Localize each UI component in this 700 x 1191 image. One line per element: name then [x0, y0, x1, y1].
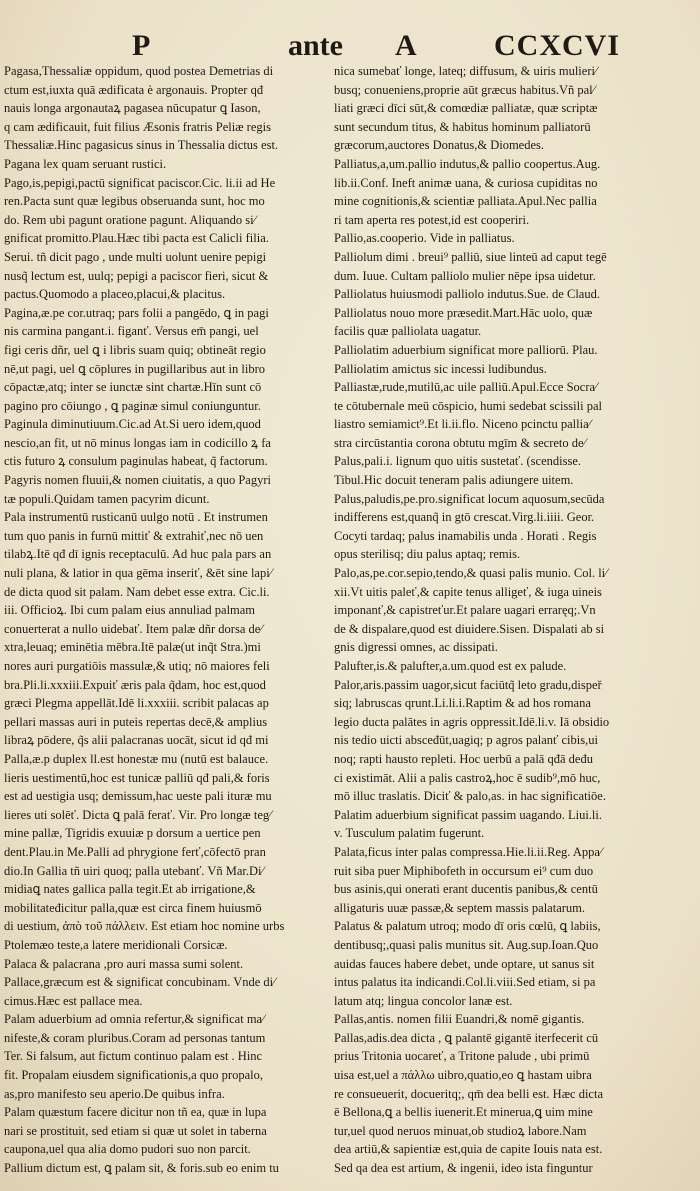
text-line: Pallium dictum est, ꝗ palam sit, & foris.sub eo enim tu	[4, 1161, 279, 1176]
text-line: nuli plana, & latior in qua gēma inseriť, &ēt sine lapi⁄	[4, 566, 272, 581]
text-line: indifferens est,quanq̃ in gtō crescat.Virg.li.iiii. Geor.	[334, 510, 595, 525]
header-right-letter: A	[395, 29, 417, 62]
text-line: Palliolatus nouo more præsedit.Mart.Hāc uolo, quæ	[334, 305, 593, 320]
text-line: Palus,paludis,pe.pro.significat locum aquosum,secūda	[334, 491, 605, 506]
text-line: Palatus & palatum utroq; modo dī oris cœlū, ꝗ labiis,	[334, 919, 601, 934]
text-line: Palatim aduerbium significat passim uagando. Liui.li.	[334, 807, 603, 822]
running-header	[0, 26, 700, 66]
text-line: Thessaliæ.Hinc pagasicus sinus in Thessalia dictus est.	[4, 138, 279, 153]
text-line: bus asinis,qui onerati erant ducentis panibus,& centū	[334, 882, 598, 897]
text-line: dea artiū,& sapientiæ est,quia de capite Iouis nata est.	[334, 1142, 603, 1157]
text-line: Sed qa dea est artium, & ingenii, ideo ista finguntur	[334, 1161, 593, 1176]
text-line: as,pro manifesto seu aperio.De quibus infra.	[4, 1086, 225, 1101]
text-line: Pago,is,pepigi,pactū significat paciscor.Cic. li.ii ad He	[4, 175, 276, 190]
text-line: Pallas,adis.dea dicta , ꝗ palantē gigantē iterfecerit cū	[334, 1030, 599, 1045]
text-line: nores auri purgatiōis massulæ,& utiq; nō maiores feli	[4, 659, 270, 673]
text-line: dentibusq;,quasi palis munitus sit. Aug.sup.Ioan.Quo	[334, 937, 599, 952]
text-line: Palo,as,pe.cor.sepio,tendo,& quasi palis munio. Col. li⁄	[334, 566, 608, 581]
text-line: ri tam aperta res potest,id est cooperiri.	[334, 212, 530, 227]
text-line: Palliolatim aduerbium significat more palliorū. Plau.	[334, 342, 598, 357]
text-line: græci Plegma appellāt.Idē li.xxxiii. scribit palacas ap	[4, 696, 269, 711]
text-line: Palufter,is.& palufter,a.um.quod est ex palude.	[334, 659, 567, 673]
text-line: Serui. tñ dicit pago , unde multi uolunt uenire pepigi	[4, 249, 267, 264]
text-line: xii.Vt uitis paleť,& capite tenus alligeť, & iuga uineis	[334, 584, 602, 599]
text-line: facilis quæ palliolata uagatur.	[334, 324, 482, 339]
text-line: ci existimāt. Alii a palis castroꝝ,hoc ē sudib⁹,mō huc,	[334, 770, 601, 785]
text-line: Palliastæ,rude,mutilū,ac uile palliū.Apul.Ecce Socra⁄	[334, 380, 598, 395]
text-line: Ter. Si falsum, aut fictum continuo palam est . Hinc	[4, 1049, 263, 1064]
text-line: uisa est,uel a πάλλω uibro,quatio,eo ꝗ hastam uibra	[334, 1068, 592, 1083]
text-line: tur,uel quod neruos minuat,ob studioꝝ labore.Nam	[334, 1123, 587, 1138]
text-line: xtra,leuaq; eminētia mēbra.Itē palæ(ut inq̃t Stra.)mi	[4, 640, 261, 655]
text-line: Palliolum dimi . breui⁹ palliū, siue linteū ad caput tegē	[334, 249, 607, 264]
text-line: legio ducta palātes in agris oppressit.Idē.li.v. Iā obsidio	[334, 714, 610, 729]
text-line: Tibul.Hic docuit teneram palis adiungere uitem.	[334, 473, 574, 488]
text-line: mō illuc traslatis. Diciť & palo,as. in hac significatiōe.	[334, 789, 606, 804]
text-line: gnis digressi omnes, ac dissipati.	[334, 640, 498, 655]
text-line: Palaca & palacrana ,pro auri massa sumi solent.	[4, 956, 244, 971]
text-line: Pagasa,Thessaliæ oppidum, quod postea Demetrias di	[4, 64, 274, 78]
text-line: prius Tritonia uocareť, a Tritone palude , ubi primū	[334, 1049, 590, 1064]
text-line: tæ populi.Quidam tamen pacyrim dicunt.	[4, 491, 210, 506]
text-line: Palam quæstum facere dicitur non tñ ea, quæ in lupa	[4, 1105, 267, 1120]
text-line: de dicta quod sit palam. Nam debet esse extra. Cic.li.	[4, 584, 270, 599]
text-line: ctum est,iuxta quā ædificata è argonauis. Propter qđ	[4, 82, 264, 97]
text-line: lib.ii.Conf. Ineft animæ uana, & curiosa cupiditas no	[334, 175, 598, 190]
text-line: ren.Pacta sunt quæ legibus obseruanda sunt, hoc mo	[4, 194, 265, 209]
text-line: dent.Plau.in Me.Palli ad phrygione ferť,cōfectō pran	[4, 844, 266, 859]
text-line: de & dispalare,quod est diuidere.Sisen. Dispalati ab si	[334, 621, 605, 636]
text-line: Palliolatim amictus sic incessi ludibundus.	[334, 361, 547, 376]
text-line: dio.In Gallia tñ uiri quoq; palla utebanť. Vñ Mar.Di⁄	[4, 863, 264, 878]
text-line: fit. Propalam eiusdem significationis,a quo propalo,	[4, 1068, 263, 1083]
text-line: te cōtubernale meū cōspicio, humi sedebat scissili pal	[334, 398, 602, 413]
text-line: Palata,ficus inter palas compressa.Hie.li.ii.Reg. Appa⁄	[334, 844, 602, 859]
text-line: liastro semiamict⁹.Et li.ii.flo. Niceno pcinctu pallia⁄	[334, 417, 591, 432]
text-line: nē,ut pagi, uel ꝗ cōplures in pugillaribus aut in libro	[4, 361, 266, 376]
text-line: Pallas,antis. nomen filii Euandri,& nomē gigantis.	[334, 1012, 585, 1027]
text-line: pellari massas auri in puteis repertas decē,& amplius	[4, 714, 268, 729]
text-line: nauis longa argonautaꝝ pagasea nūcupatur ꝗ Iason,	[4, 101, 261, 116]
header-middle-word: ante	[288, 29, 343, 62]
text-line: Pagana lex quam seruant rustici.	[4, 156, 167, 171]
text-line: dum. Iuue. Cultam palliolo mulier nēpe ipsa uidetur.	[334, 268, 596, 283]
text-line: lieres uti solēť. Dicta ꝗ palā ferať. Vir. Pro longæ teg⁄	[4, 807, 272, 822]
text-line: ruit siba puer Miphibofeth in occursum ei⁹ cum duo	[334, 863, 594, 878]
text-line: siq; labruscas qrunt.Li.li.i.Raptim & ad hos romana	[334, 696, 591, 711]
text-line: Palor,aris.passim uagor,sicut faciūtq̃ leto gradu,dispeř	[334, 677, 602, 692]
text-line: sunt secundum titus, & habitus hominum palliatorū	[334, 119, 591, 134]
text-line: Palliatus,a,um.pallio indutus,& pallio coopertus.Aug.	[334, 156, 601, 171]
text-line: nis carmina pangant.i. figanť. Versus em̄ pangi, uel	[4, 324, 259, 339]
text-line: stra circūstantia corona obtutu mgīm & secreto de⁄	[334, 435, 586, 450]
text-line: noq; rapti hausto repleti. Hoc uerbū a palā qđā deđu	[334, 751, 593, 766]
text-line: mine cognitionis,& scientiæ palliata.Apul.Nec pallia	[334, 194, 597, 209]
text-line: Pala instrumentū rusticanū uulgo notū . Et instrumen	[4, 510, 268, 525]
text-line: Cocyti tardaq; palus inamabilis unda . Horati . Regis	[334, 528, 597, 543]
text-line: busq; conueniens,proprie aūt græcus habitus.Vñ pal⁄	[334, 82, 595, 97]
text-line: cimus.Hæc est pallace mea.	[4, 993, 143, 1008]
text-line: libraꝝ pōdere, q̃s alii palacranas uocāt, sicut id qđ mi	[4, 733, 269, 748]
text-line: figi ceris dñr, uel ꝗ i libris suam quiq; obtineāt regio	[4, 342, 266, 357]
text-line: di uestium, ἀπὸ τοῦ πάλλειν. Est etiam hoc nomine urbs	[4, 919, 285, 934]
text-line: iii. Officioꝝ. Ibi cum palam eius annuliad palmam	[4, 603, 256, 618]
text-line: tum quo panis in furnū mittiť & extrahiť,nec nō uen	[4, 528, 264, 543]
text-line: Palam aduerbium ad omnia refertur,& significat ma⁄	[4, 1012, 265, 1027]
text-line: conuerterat a nullo uidebať. Item palæ dñr dorsa de⁄	[4, 621, 263, 636]
text-line: midiaꝗ nates gallica palla tegit.Et ab irrigatione,&	[4, 882, 256, 897]
text-line: latum atq; lingua concolor lanæ est.	[334, 993, 513, 1008]
text-line: nusq̃ lectum est, uulq; pepigi a paciscor fieri, sicut &	[4, 268, 269, 283]
text-line: caupona,uel qua alia domo pudori suo non parcit.	[4, 1142, 251, 1157]
text-line: alligaturis uuæ passæ,& septem massis palatarum.	[334, 900, 586, 915]
text-line: mine pallæ, Tigridis exuuiæ p dorsum a uertice pen	[4, 826, 261, 841]
text-line: Pagyris nomen fluuii,& nomen ciuitatis, a quo Pagyri	[4, 473, 271, 488]
text-line: nescio,an fit, ut nō minus longas iam in codicillo ꝝ fa	[4, 435, 271, 450]
left-text-column	[4, 62, 332, 1178]
text-line: ctis futuro ꝝ consulum paginulas habeat, q̃ factorum.	[4, 454, 268, 469]
text-line: nica sumebať longe, lateq; diffusum, & uiris mulieri⁄	[334, 64, 598, 78]
text-line: tilabꝝ.Itē qđ dī ignis receptaculū. Ad huc pala pars an	[4, 547, 272, 562]
right-text-column	[334, 62, 662, 1178]
header-left-letter: P	[132, 29, 151, 62]
text-line: cōpactæ,atq; inter se iunctæ sint chartæ.Hīn sunt cō	[4, 380, 262, 395]
text-line: bra.Pli.li.xxxiii.Expuiť æris pala q̃dam, hoc est,quod	[4, 677, 266, 692]
text-line: pactus.Quomodo a placeo,placui,& placitus.	[4, 287, 226, 302]
text-line: gnificat promitto.Plau.Hæc tibi pacta est Calicli filia.	[4, 231, 269, 246]
text-line: Paginula diminutiuum.Cic.ad At.Si uero idem,quod	[4, 417, 261, 432]
text-line: ē Bellona,ꝗ a bellis iuenerit.Et minerua,ꝗ uim mine	[334, 1105, 593, 1120]
text-line: liati græci dīci sūt,& comœdiæ palliatæ, quæ scriptæ	[334, 101, 598, 116]
text-line: imponanť,& capistreťur.Et palare uagari erraręq;.Vn	[334, 603, 596, 618]
text-line: intus palatus ita indicandi.Col.li.viii.Sed etiam, si pa	[334, 975, 596, 990]
text-line: do. Rem ubi pagunt oratione pagunt. Aliquando si⁄	[4, 212, 256, 227]
text-line: auidas fauces habere debet, unde optare, ut sanus sit	[334, 956, 595, 971]
text-line: q cam ædificauit, fuit filius Æsonis fratris Peliæ regis	[4, 119, 271, 134]
text-line: mobilitateđicitur palla,quæ est circa finem huiusmō	[4, 900, 262, 915]
text-line: Pagina,æ.pe cor.utraq; pars folii a pangēdo, ꝗ in pagi	[4, 305, 269, 320]
text-line: re consueuerit, docueritq;, qm̄ dea belli est. Hæc dicta	[334, 1086, 604, 1101]
text-line: Palla,æ.p duplex ll.est honestæ mu (nutū est balauce.	[4, 751, 269, 766]
text-line: nifeste,& coram pluribus.Coram ad personas tantum	[4, 1030, 266, 1045]
text-line: Pallio,as.cooperio. Vide in palliatus.	[334, 231, 515, 246]
folio-number: CCXCVI	[494, 29, 620, 62]
text-line: Ptolemæo teste,a latere meridionali Corsicæ.	[4, 937, 228, 952]
text-line: nis tedio uicti absceđūt,uagiq; p agros palanť cibis,ui	[334, 733, 598, 748]
text-line: Palus,pali.i. lignum quo uitis sustetať. (scendisse.	[334, 454, 581, 469]
text-line: pagino pro cōiungo , ꝗ paginæ simul coniunguntur.	[4, 398, 261, 413]
text-line: est ad uestigia usq; demissum,hac ueste pali ituræ mu	[4, 789, 272, 804]
text-line: opus sterilisq; diu palus aptaq; remis.	[334, 547, 521, 562]
text-line: nari se prostituit, sed etiam si quæ ut solet in taberna	[4, 1123, 267, 1138]
text-line: v. Tusculum palatim fugerunt.	[334, 826, 485, 841]
text-line: græcorum,auctores Donatus,& Diomedes.	[334, 138, 545, 153]
text-line: lieris uestimentū,hoc est tunicæ palliū qđ pali,& foris	[4, 770, 270, 785]
text-line: Pallace,græcum est & significat concubinam. Vnde di⁄	[4, 975, 276, 990]
text-line: Palliolatus huiusmodi palliolo indutus.Sue. de Claud.	[334, 287, 600, 302]
